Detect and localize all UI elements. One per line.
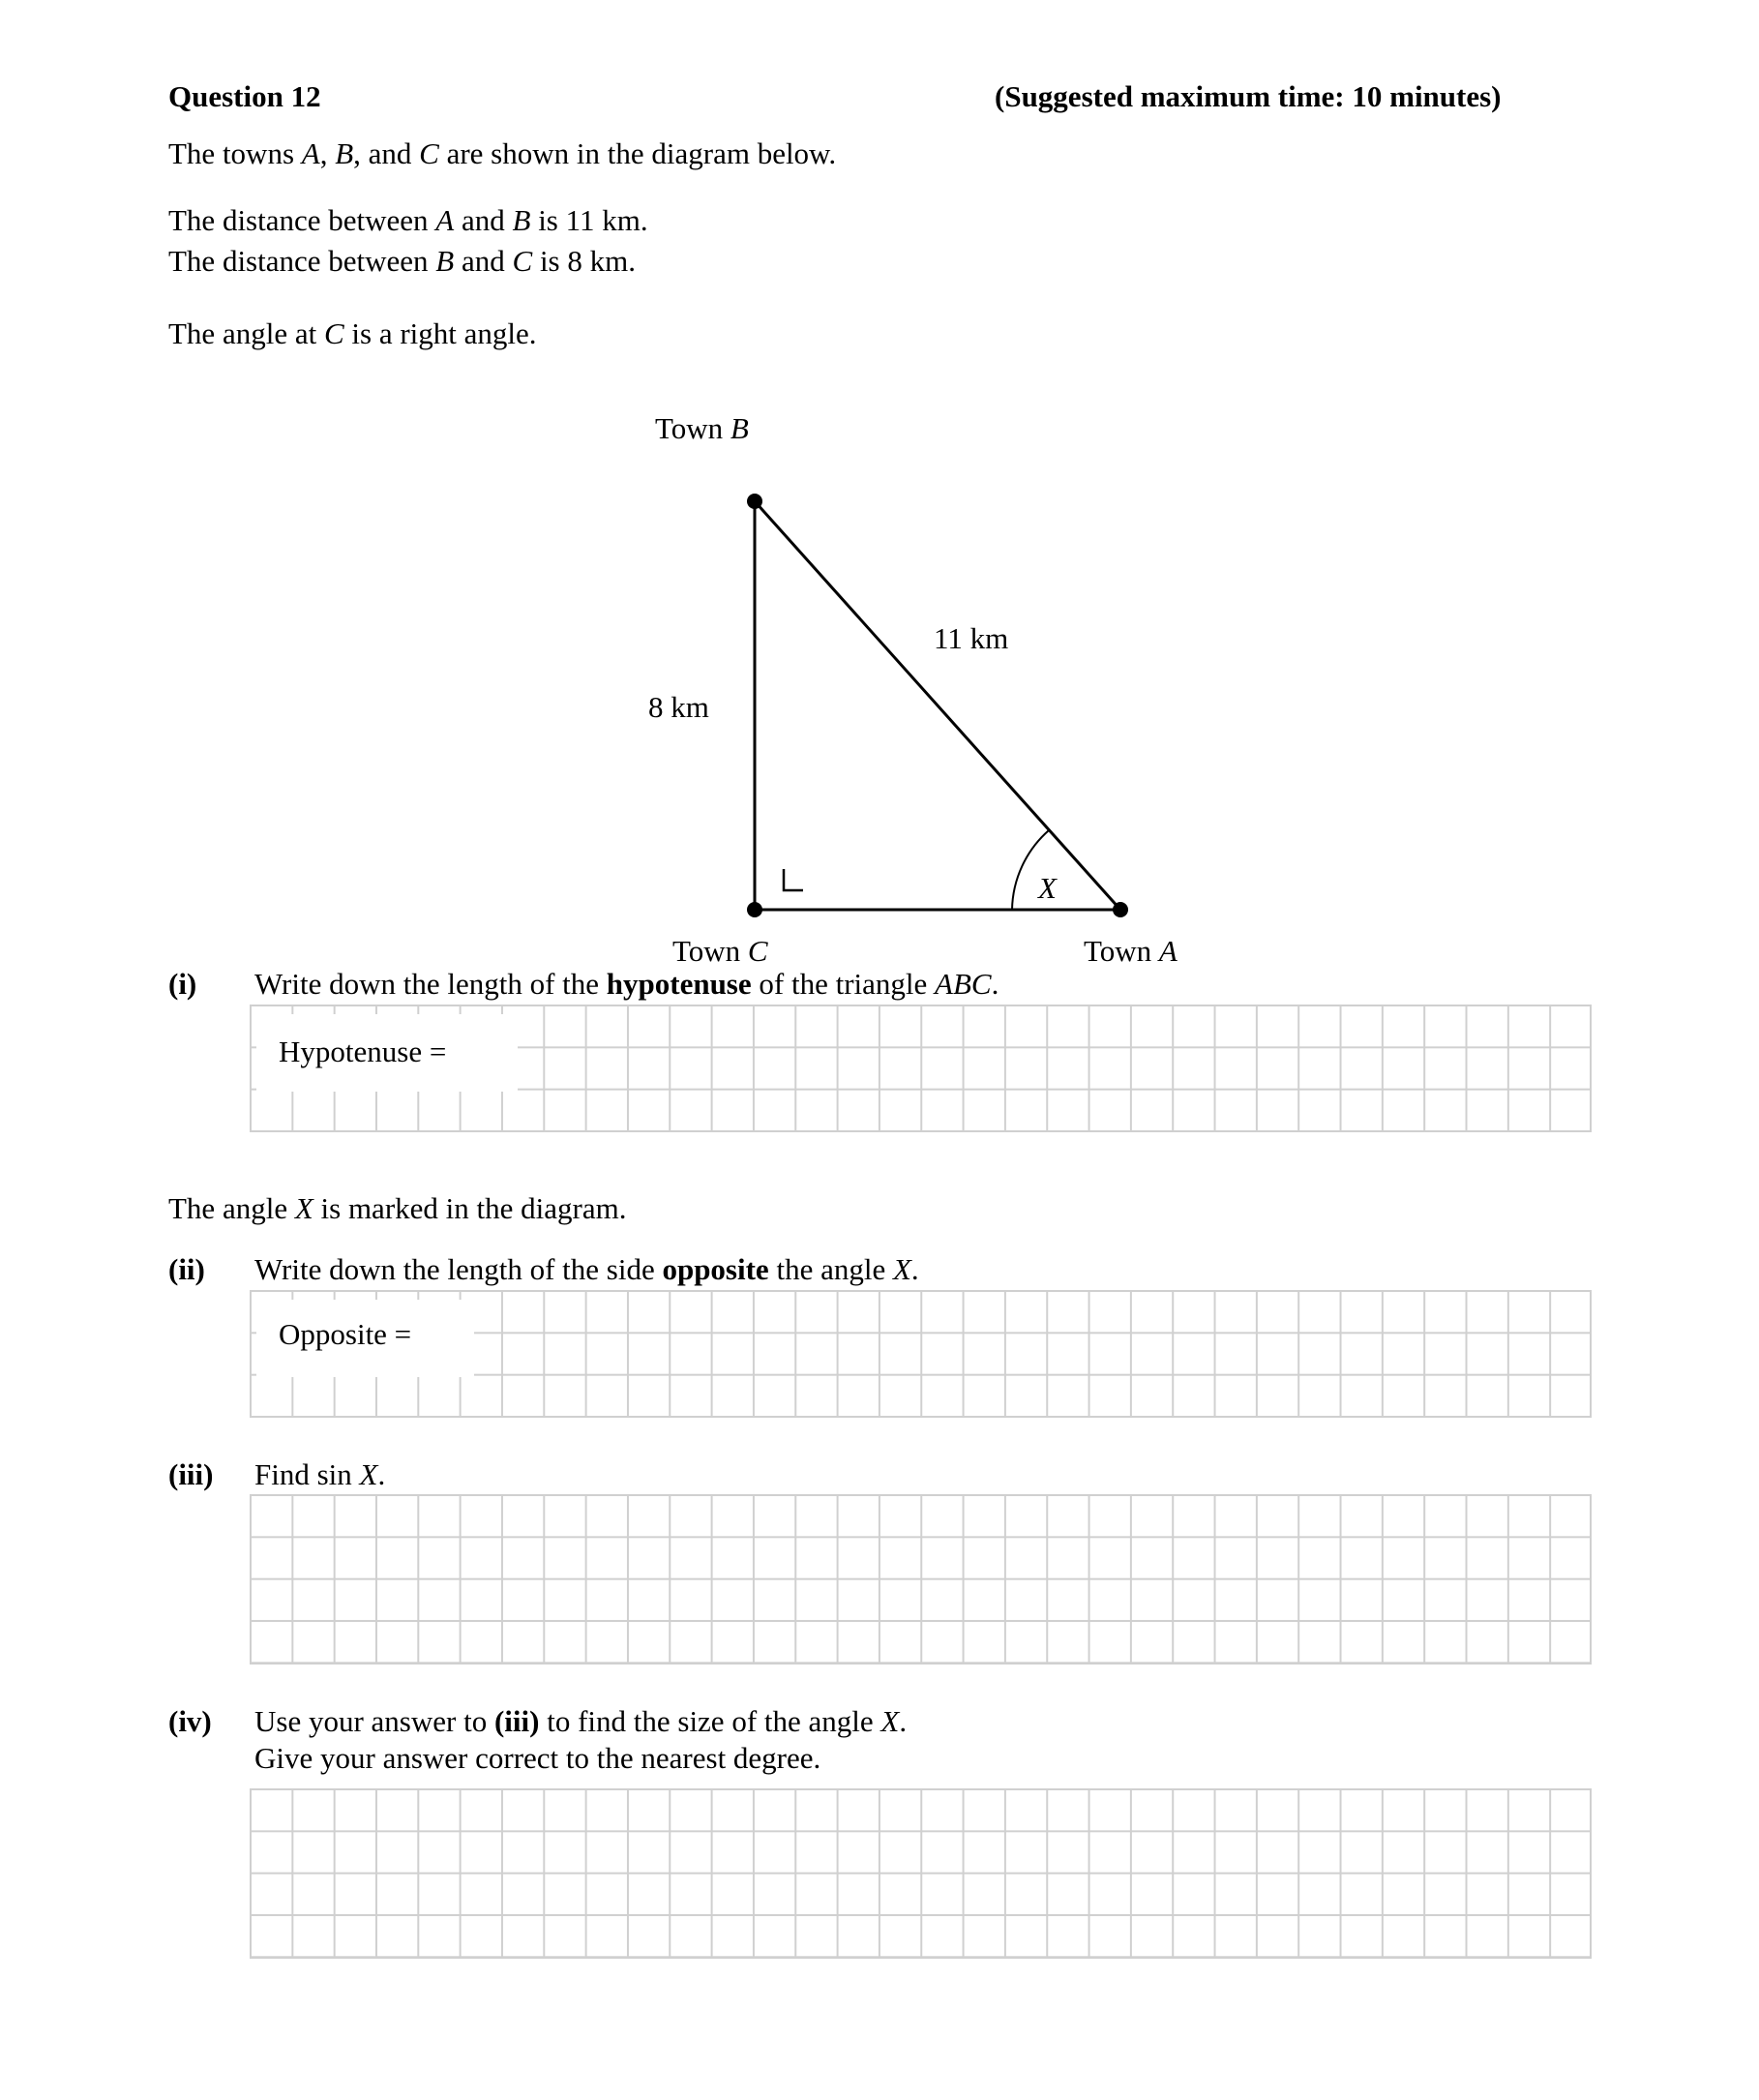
town-c-label: Town C (672, 934, 768, 968)
angle-note: The angle X is marked in the diagram. (168, 1191, 627, 1225)
part-ii-number: (ii) (168, 1252, 205, 1286)
intro-line-3: The distance between B and C is 8 km. (168, 244, 636, 278)
side-ab (755, 501, 1120, 910)
part-iii-prompt: Find sin X. (254, 1457, 386, 1491)
side-bc-label: 8 km (648, 690, 709, 724)
triangle-diagram (0, 0, 1759, 977)
answer-grid-iv[interactable] (250, 1788, 1592, 1959)
part-ii-prompt: Write down the length of the side opposite the angle X. (254, 1252, 919, 1286)
part-i-prompt: Write down the length of the hypotenuse of the triangle ABC. (254, 967, 999, 1001)
intro-line-2: The distance between A and B is 11 km. (168, 203, 648, 237)
part-iv-number: (iv) (168, 1704, 212, 1738)
side-ab-label: 11 km (934, 621, 1009, 655)
answer-grid-ii[interactable] (250, 1290, 1592, 1418)
answer-grid-i[interactable] (250, 1005, 1592, 1132)
town-a-dot (1113, 902, 1128, 917)
intro-line-1: The towns A, B, and C are shown in the diagram below. (168, 136, 837, 170)
town-b-dot (747, 494, 762, 509)
question-title: Question 12 (168, 79, 321, 113)
town-c-dot (747, 902, 762, 917)
town-b-label: Town B (655, 411, 749, 445)
town-a-label: Town A (1084, 934, 1178, 968)
angle-x-label: X (1038, 871, 1057, 905)
part-iv-prompt-line-2: Give your answer correct to the nearest degree. (254, 1741, 821, 1775)
part-iv-prompt: Use your answer to (iii) to find the size of the angle X. (254, 1704, 908, 1738)
answer-grid-iii[interactable] (250, 1494, 1592, 1665)
part-i-number: (i) (168, 967, 197, 1001)
intro-line-4: The angle at C is a right angle. (168, 316, 537, 350)
suggested-time: (Suggested maximum time: 10 minutes) (995, 79, 1502, 113)
opposite-label: Opposite = (279, 1317, 412, 1351)
part-iii-number: (iii) (168, 1457, 214, 1491)
hypotenuse-label: Hypotenuse = (279, 1035, 447, 1068)
right-angle-marker (784, 869, 803, 890)
